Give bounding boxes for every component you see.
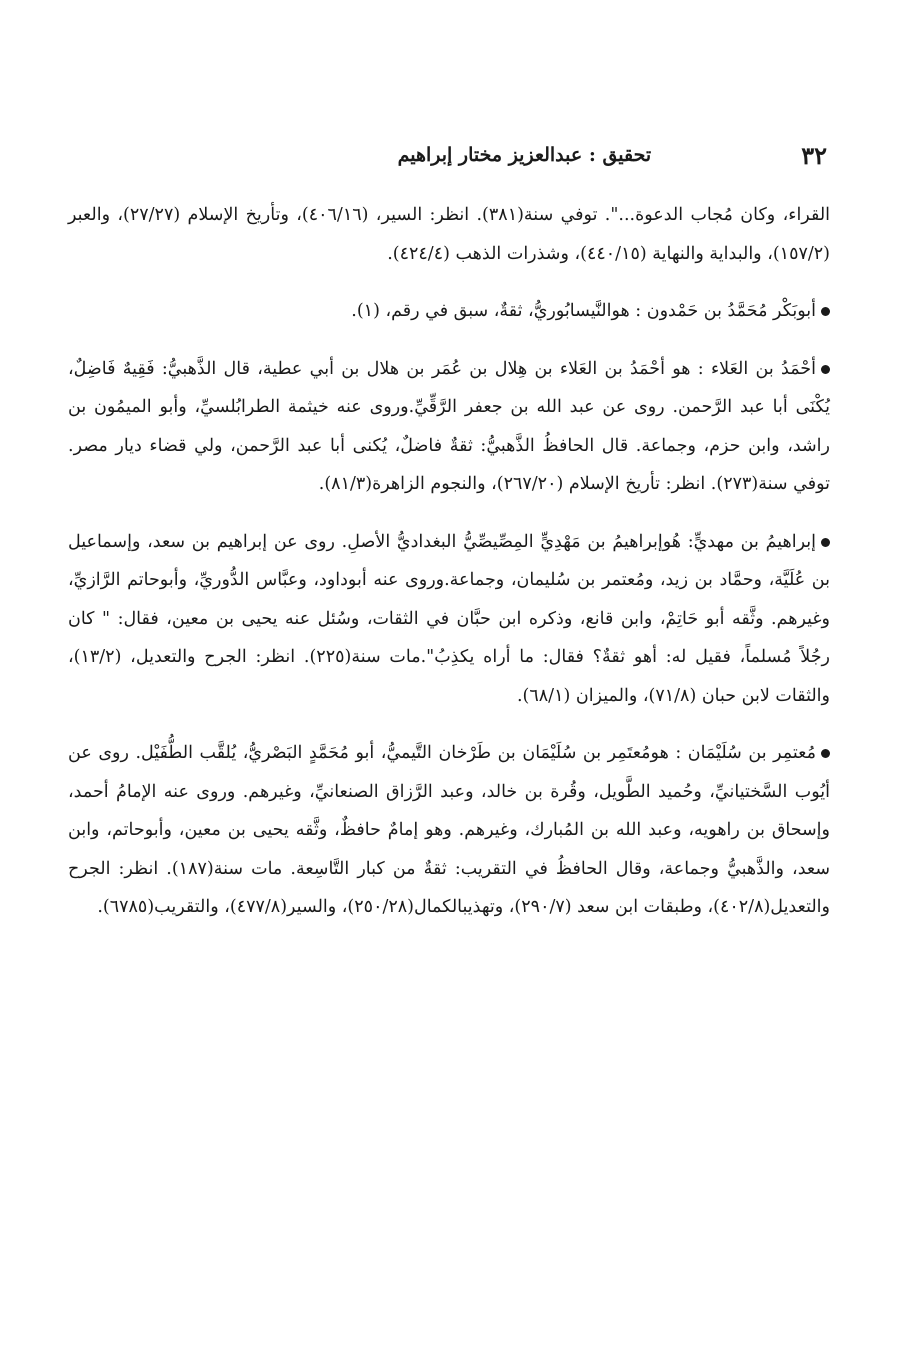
paragraph-text: أبوبَكْر مُحَمَّدُ بن حَمْدون : هوالنَّيسابُوريُّ، ثقةٌ، سبق في رقم، (١). [351,301,816,321]
page-header [70,140,827,170]
paragraph-text: إبراهيمُ بن مهديٍّ: هُوإبراهيمُ بن مَهْدِيٍّ المِصِّيصِّيُّ البغداديُّ الأصلِ. روى عن إبراهيم بن سعد، وإسماعيل بن عُلَيَّة، وحمَّاد بن زيد، ومُعتمر بن سُليمان، وجماعة.وروى عنه أبوداود، وعبَّاس الدُّوريِّ، وأبوحاتم الرَّازيِّ، وغيرهم. وثَّقه أبو حَاتِمْ، وابن قانع، وذكره ابن حبَّان في الثقات، وسُئل عنه يحيى بن معين، فقال: " كان رجُلاً مُسلماً، فقيل له: أهو ثقةٌ؟ فقال: ما أراه يكذِبُ".مات سنة(٢٢٥). انظر: الجرح والتعديل، (١٣/٢)، والثقات لابن حبان (٧١/٨)، والميزان (٦٨/١). [68,531,830,706]
bullet-icon [821,365,830,374]
paragraph-text: القراء، وكان مُجاب الدعوة...". توفي سنة(٣٨١). انظر: السير، (٤٠٦/١٦)، وتأريخ الإسلام (٢٧/٢٧)، والعبر (١٥٧/٢)، والبداية والنهاية (٤٤٠/١٥)، وشذرات الذهب (٤٢٤/٤). [68,205,831,264]
footnotes-body [68,196,830,946]
bullet-icon [821,749,830,758]
page-number: ٣٢ [801,140,827,170]
footnote-continuation [68,196,830,273]
running-head: تحقيق : عبدالعزيز مختار إبراهيم [397,144,652,166]
paragraph-text: مُعتمِر بن سُلَيْمَان : هومُعتَمِر بن سُلَيْمَان بن طَرْخان التَّيميُّ، أبو مُحَمَّدٍ البَصْريُّ، يُلقَّب الطُّفَيْل. روى عن أيُوب السَّختيانيِّ، وحُميد الطَّويل، وقُرة بن خالد، وعبد الرَّزاق الصنعانيِّ، وغيرهم. وروى عنه الإمامُ أحمد، وإسحاق بن راهويه، وعبد الله بن المُبارك، وغيرهم. وهو إمامٌ حافظٌ، وثَّقه يحيى بن معين، وأبوحاتم، وابن سعد، والذَّهبيُّ وجماعة، وقال الحافظُ في التقريب: ثقةٌ من كبار التَّاسِعة. مات سنة(١٨٧). انظر: الجرح والتعديل(٤٠٢/٨)، وطبقات ابن سعد (٢٩٠/٧)، وتهذيبالكمال(٢٥٠/٢٨)، والسير(٤٧٧/٨)، والتقريب(٦٧٨٥). [68,743,830,917]
footnote-entry-ibrahim-ibn-mahdi [68,523,830,716]
bullet-icon [821,307,830,316]
footnote-entry-ahmad-ibn-al-ala [68,350,830,504]
bullet-icon [821,538,830,547]
paragraph-text: أحْمَدُ بن العَلاء : هو أحْمَدُ بن العَلاء بن هِلال بن عُمَر بن هلال بن أبي عطية، قال الذَّهبيُّ: فَقِيهٌ فَاضِلٌ، يُكْنَى أبا عبد الرَّحمن. روى عن عبد الله بن جعفر الرَّقِّيِّ.وروى عنه خيثمة الطرابُلسيِّ، وأبو الميمُون بن راشد، وابن حزم، وجماعة. قال الحافظُ الذَّهبيُّ: ثقةٌ فاضلٌ، يُكنى أبا عبد الرَّحمن، ولي قضاء ديار مصر. توفي سنة(٢٧٣). انظر: تأريخ الإسلام (٢٦٧/٢٠)، والنجوم الزاهرة(٨١/٣). [68,358,830,494]
footnote-entry-mutamir [68,734,830,927]
footnote-entry-abu-bakr [68,292,830,331]
